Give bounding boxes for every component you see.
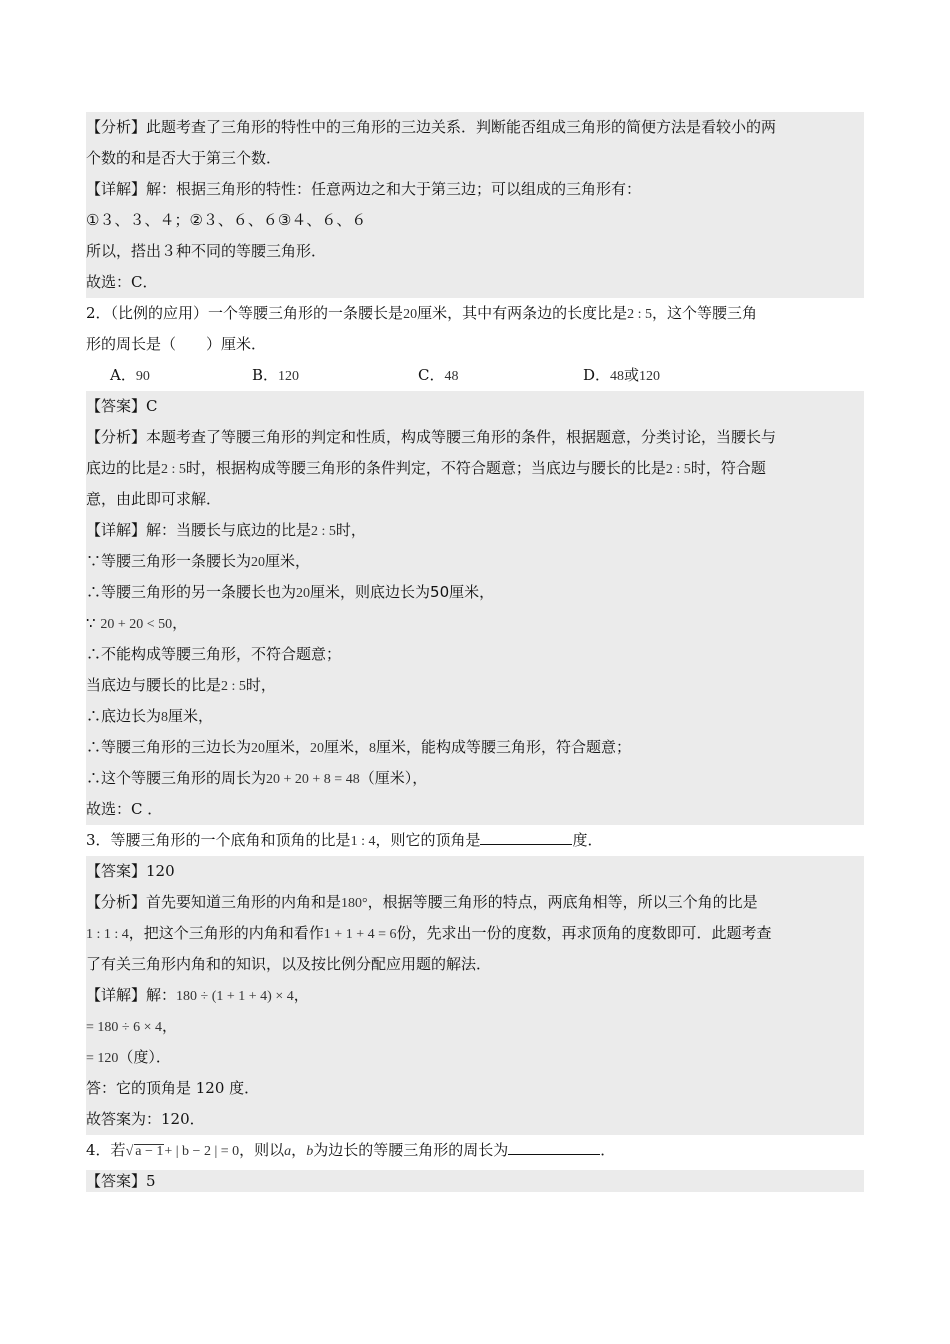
answer-tag: 【答案】 [86,1172,147,1190]
detail-text: 厘米，则底边长为 [310,583,431,601]
math-ratio: 2 : 5 [665,462,691,477]
answer-blank[interactable] [480,830,572,845]
detail-text: 所以，搭出３种不同的等腰三角形． [86,242,327,260]
math-ratio: 2 : 5 [627,307,652,322]
detail-text: 解： [146,986,177,1004]
detail-line [86,205,864,236]
analysis-text: 本题考查了等腰三角形的判定和性质，构成等腰三角形的条件，根据题意，分类讨论，当腰长与 [146,428,777,446]
detail-line [86,515,864,546]
detail-tag: 【详解】 [86,986,147,1004]
detail-text: 故选：C ． [86,800,163,818]
math-expression: = 180 ÷ 6 × 4 [86,1020,162,1035]
detail-text: 厘米，能构成等腰三角形，符合题意； [376,738,632,756]
math-variable: a [284,1144,292,1159]
detail-line [86,1011,864,1042]
option-a[interactable] [110,360,150,392]
option-d[interactable] [583,360,660,392]
analysis-tag: 【分析】 [86,428,147,446]
math-ratio: 1 : 4 [350,834,376,849]
analysis-text: 底边的比是 [86,459,162,477]
number-value: 50 [430,583,450,601]
math-ratio: 1 : 1 : 4 [86,927,129,942]
math-value: 20 [310,741,325,756]
detail-text: （厘米）， [359,769,428,787]
option-c[interactable] [418,360,458,392]
analysis-line [86,422,864,453]
detail-text: ∴等腰三角形的另一条腰长也为 [86,583,297,601]
option-label: C． [418,366,445,384]
detail-line [86,732,864,763]
question-text: （比例的应用）一个等腰三角形的一条腰长是 [110,304,404,322]
math-value: 8 [369,741,377,756]
detail-line [86,794,864,825]
question-4-line [86,1135,864,1166]
math-value: 20 [251,741,266,756]
detail-line [86,763,864,794]
answer-value: C [146,397,158,415]
math-expression: = 120 [86,1051,119,1066]
detail-text: 解：当腰长与底边的比是 [146,521,312,539]
detail-text: ①３、３、４；②３、６、６③４、６、６ [86,211,367,229]
document-page [86,112,864,1192]
detail-line [86,1073,864,1104]
math-value: 20 [251,555,266,570]
option-b[interactable] [252,360,299,392]
analysis-line [86,949,864,980]
detail-text: 故选：C． [86,273,158,291]
detail-text: 故答案为：120． [86,1110,205,1128]
detail-text: 厘米， [265,552,311,570]
question-text: ，这个等腰三角 [651,304,757,322]
option-value: 120 [278,369,300,384]
detail-text: ∴不能构成等腰三角形，不符合题意； [86,645,342,663]
math-expression: 1 + 1 + 4 = 6 [323,927,397,942]
question-number: 4． [86,1141,111,1159]
math-expression: 20 + 20 < 50 [100,617,173,632]
analysis-text: 时，符合题 [690,459,766,477]
sqrt-radicand: a − 1 [135,1144,164,1159]
math-expression: + | b − 2 | = 0 [164,1144,240,1159]
math-expression: 20 + 20 + 8 = 48 [266,772,360,787]
detail-text: 厘米， [168,707,214,725]
detail-text: ∵等腰三角形一条腰长为 [86,552,252,570]
detail-text: 解：根据三角形的特性：任意两边之和大于第三边；可以组成的三角形有： [146,180,642,198]
detail-text: 厘米， [324,738,370,756]
math-expression: 180 ÷ (1 + 1 + 4) × 4 [176,989,294,1004]
question-text: 等腰三角形的一个底角和顶角的比是 [110,831,351,849]
option-label: A． [110,366,136,384]
analysis-line [86,887,864,918]
math-ratio: 2 : 5 [221,679,246,694]
detail-text: ， [293,986,309,1004]
math-expression: √ a − 1+ | b − 2 | = 0 [125,1144,240,1159]
detail-text: ， [161,1017,177,1035]
detail-line [86,546,864,577]
detail-tag: 【详解】 [86,180,147,198]
answer-tag: 【答案】 [86,397,147,415]
math-ratio: 2 : 5 [161,462,186,477]
option-text: 或 [624,366,640,384]
analysis-text: 个数的和是否大于第三个数． [86,149,282,167]
detail-text: 答：它的顶角是 120 度． [86,1079,260,1097]
detail-line [86,1104,864,1135]
detail-text: 时， [245,676,276,694]
answer-line [86,856,864,887]
question-text: 度． [572,831,603,849]
question-2-line [86,298,864,329]
answer-value: 120 [146,862,175,880]
detail-text: （度）． [118,1048,171,1066]
analysis-text: 意，由此即可求解． [86,490,222,508]
analysis-tag: 【分析】 [86,118,147,136]
detail-text: ∵ [86,614,101,632]
detail-text: 厘米， [449,583,495,601]
math-value: 20 [296,586,311,601]
options-row [86,360,864,391]
detail-line [86,267,864,298]
question-number: 2． [86,304,111,322]
math-value: 20 [403,307,418,322]
math-value: 180° [341,896,368,911]
question-text: 若 [110,1141,126,1159]
analysis-line [86,453,864,484]
detail-line [86,236,864,267]
option-value: 48 [610,369,625,384]
analysis-tag: 【分析】 [86,893,147,911]
detail-line [86,608,864,639]
detail-line [86,174,864,205]
question-text: ，则以 [239,1141,285,1159]
question-text: 为边长的等腰三角形的周长为 [313,1141,509,1159]
detail-line [86,701,864,732]
detail-text: ∴底边长为 [86,707,162,725]
option-value: 90 [135,369,150,384]
detail-line [86,1042,864,1073]
option-label: B． [252,366,279,384]
detail-text: ∴这个等腰三角形的周长为 [86,769,267,787]
answer-tag: 【答案】 [86,862,147,880]
question-2-line [86,329,864,360]
detail-text: 厘米， [265,738,311,756]
detail-text: ， [172,614,188,632]
question-text: ， [291,1141,307,1159]
analysis-text: 份，先求出一份的度数，再求顶角的度数即可．此题考查 [396,924,772,942]
analysis-text: 首先要知道三角形的内角和是 [146,893,342,911]
analysis-line [86,112,864,143]
question-number: 3． [86,831,111,849]
analysis-text: 此题考查了三角形的特性中的三角形的三边关系．判断能否组成三角形的简便方法是看较小的两 [146,118,777,136]
question-text: 厘米，其中有两条边的长度比是 [417,304,628,322]
analysis-text: ，根据等腰三角形的特点，两底角相等，所以三个角的比是 [367,893,758,911]
analysis-line [86,484,864,515]
detail-line [86,670,864,701]
option-value: 48 [444,369,459,384]
answer-value: 5 [146,1172,156,1190]
analysis-line [86,918,864,949]
detail-line [86,980,864,1011]
detail-line [86,577,864,608]
answer-line [86,391,864,422]
answer-line [86,1170,864,1192]
detail-line [86,639,864,670]
question-text: ，则它的顶角是 [375,831,481,849]
analysis-text: 了有关三角形内角和的知识，以及按比例分配应用题的解法． [86,955,492,973]
math-variable: b [306,1144,314,1159]
detail-text: ∴等腰三角形的三边长为 [86,738,252,756]
option-label: D． [583,366,611,384]
detail-text: 时， [335,521,366,539]
answer-blank[interactable] [508,1140,600,1155]
analysis-line [86,143,864,174]
question-text: ． [600,1141,616,1159]
math-value: 8 [161,710,169,725]
question-3-line [86,825,864,856]
option-value: 120 [639,369,661,384]
detail-text: 当底边与腰长的比是 [86,676,222,694]
detail-tag: 【详解】 [86,521,147,539]
question-text: 形的周长是（ ）厘米． [86,335,267,353]
analysis-text: ，把这个三角形的内角和看作 [128,924,324,942]
math-ratio: 2 : 5 [311,524,336,539]
analysis-text: 时，根据构成等腰三角形的条件判定，不符合题意；当底边与腰长的比是 [185,459,666,477]
